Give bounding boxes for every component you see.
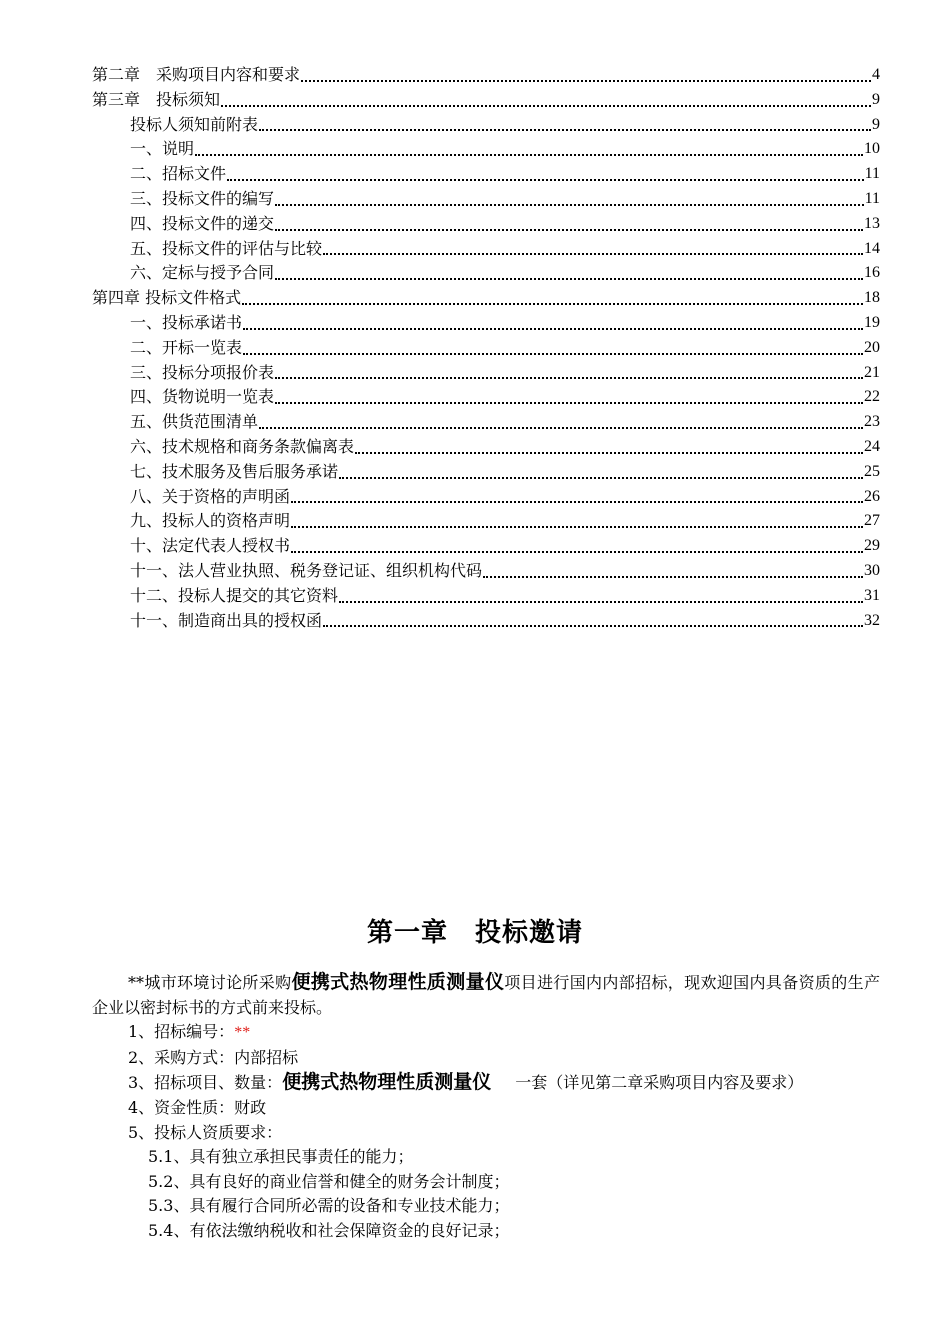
toc-leader-dots	[275, 187, 864, 212]
toc-entry[interactable]	[92, 311, 880, 336]
toc-entry[interactable]	[92, 385, 880, 410]
toc-leader-dots	[339, 584, 863, 609]
toc-leader-dots	[355, 435, 863, 460]
toc-leader-dots	[291, 485, 863, 510]
toc-entry[interactable]	[92, 261, 880, 286]
toc-entry-label: 十一、制造商出具的授权函	[130, 610, 323, 630]
bid-number-item	[92, 1020, 880, 1046]
toc-leader-dots	[291, 509, 863, 534]
toc-entry-label: 投标人须知前附表	[130, 114, 259, 134]
toc-entry-page: 32	[864, 611, 880, 629]
toc-leader-dots	[483, 559, 863, 584]
project-suffix: 一套（详见第二章采购项目内容及要求）	[515, 1073, 804, 1093]
qualification-sub-3: 5.3、具有履行合同所必需的设备和专业技术能力；	[148, 1196, 510, 1216]
toc-leader-dots	[301, 63, 871, 88]
toc-entry-page: 18	[864, 289, 880, 307]
toc-entry[interactable]	[92, 509, 880, 534]
qualification-sub-2: 5.2、具有良好的商业信誉和健全的财务会计制度；	[148, 1171, 510, 1191]
toc-leader-dots	[259, 410, 863, 435]
toc-entry-page: 31	[864, 586, 880, 604]
toc-entry-page: 24	[864, 437, 880, 455]
toc-entry[interactable]	[92, 460, 880, 485]
invitation-body	[92, 970, 880, 1244]
toc-entry-page: 29	[864, 537, 880, 555]
toc-entry[interactable]	[92, 137, 880, 162]
toc-entry[interactable]	[92, 336, 880, 361]
funding-item: 4、资金性质：财政	[128, 1097, 267, 1117]
toc-entry-label: 十二、投标人提交的其它资料	[130, 585, 339, 605]
toc-leader-dots	[291, 534, 863, 559]
table-of-contents	[92, 63, 880, 633]
toc-entry-label: 第四章 投标文件格式	[92, 288, 242, 308]
toc-leader-dots	[323, 237, 863, 262]
toc-leader-dots	[275, 385, 863, 410]
toc-entry-label: 二、开标一览表	[130, 337, 243, 357]
toc-leader-dots	[259, 113, 871, 138]
intro-prefix: **城市环境讨论所采购	[128, 973, 292, 992]
toc-entry-label: 一、说明	[130, 139, 195, 159]
toc-entry[interactable]	[92, 63, 880, 88]
toc-entry[interactable]	[92, 88, 880, 113]
toc-entry-page: 19	[864, 313, 880, 331]
toc-entry[interactable]	[92, 485, 880, 510]
intro-product: 便携式热物理性质测量仪	[291, 971, 505, 993]
toc-entry[interactable]	[92, 559, 880, 584]
toc-entry-page: 20	[864, 338, 880, 356]
toc-leader-dots	[221, 88, 871, 113]
toc-entry-label: 五、供货范围清单	[130, 412, 259, 432]
qualification-sub-4: 5.4、有依法缴纳税收和社会保障资金的良好记录；	[148, 1220, 510, 1240]
toc-leader-dots	[275, 212, 863, 237]
toc-entry-label: 六、定标与授予合同	[130, 263, 275, 283]
toc-entry-label: 七、技术服务及售后服务承诺	[130, 461, 339, 481]
intro-suffix: 项目进行国内内部招标，现欢迎国内具备资质的生产企业以密封标书的方式前来投标。	[92, 973, 880, 1017]
toc-leader-dots	[243, 311, 863, 336]
toc-entry-label: 第二章 采购项目内容和要求	[92, 65, 301, 84]
toc-entry-label: 十、法定代表人授权书	[130, 536, 291, 556]
toc-entry-label: 三、投标文件的编写	[130, 188, 275, 208]
toc-entry-label: 四、投标文件的递交	[130, 213, 275, 233]
toc-entry-page: 9	[872, 115, 880, 133]
toc-entry[interactable]	[92, 584, 880, 609]
toc-entry[interactable]	[92, 162, 880, 187]
toc-entry-page: 16	[864, 264, 880, 282]
toc-entry[interactable]	[92, 410, 880, 435]
intro-paragraph	[92, 970, 880, 1020]
project-item	[92, 1070, 880, 1096]
toc-entry-page: 25	[864, 462, 880, 480]
toc-entry[interactable]	[92, 286, 880, 311]
toc-leader-dots	[275, 361, 863, 386]
toc-entry-label: 八、关于资格的声明函	[130, 486, 291, 506]
toc-entry[interactable]	[92, 609, 880, 634]
qualification-item: 5、投标人资质要求：	[128, 1122, 283, 1142]
toc-leader-dots	[243, 336, 863, 361]
toc-entry-page: 22	[864, 388, 880, 406]
toc-entry-label: 五、投标文件的评估与比较	[130, 238, 323, 258]
toc-entry-page: 30	[864, 561, 880, 579]
chapter-title: 第一章 投标邀请	[366, 918, 583, 948]
toc-leader-dots	[227, 162, 864, 187]
toc-entry-page: 11	[864, 165, 880, 183]
toc-entry-page: 14	[864, 239, 880, 257]
toc-leader-dots	[195, 137, 863, 162]
toc-entry[interactable]	[92, 361, 880, 386]
toc-entry[interactable]	[92, 237, 880, 262]
toc-leader-dots	[275, 261, 863, 286]
toc-entry-label: 二、招标文件	[130, 164, 227, 184]
toc-entry-page: 10	[864, 140, 880, 158]
qualification-sub-1: 5.1、具有独立承担民事责任的能力；	[148, 1147, 414, 1167]
toc-leader-dots	[242, 286, 863, 311]
toc-entry-page: 21	[864, 363, 880, 381]
toc-entry-label: 四、货物说明一览表	[130, 387, 275, 407]
toc-entry[interactable]	[92, 113, 880, 138]
bid-number-value: **	[234, 1024, 251, 1042]
toc-entry-label: 九、投标人的资格声明	[130, 511, 291, 531]
toc-entry-page: 13	[864, 214, 880, 232]
toc-entry-page: 26	[864, 487, 880, 505]
toc-entry-page: 27	[864, 512, 880, 530]
project-product: 便携式热物理性质测量仪	[282, 1071, 492, 1094]
toc-entry-label: 六、技术规格和商务条款偏离表	[130, 436, 355, 456]
project-label: 3、招标项目、数量：	[128, 1073, 283, 1093]
toc-leader-dots	[339, 460, 863, 485]
toc-entry-page: 4	[872, 66, 880, 83]
procurement-method-item: 2、采购方式：内部招标	[128, 1047, 299, 1067]
toc-entry[interactable]	[92, 435, 880, 460]
toc-entry-page: 9	[872, 90, 880, 108]
toc-entry[interactable]	[92, 212, 880, 237]
toc-entry-label: 一、投标承诺书	[130, 312, 243, 332]
toc-entry-page: 11	[864, 189, 880, 207]
toc-entry[interactable]	[92, 534, 880, 559]
toc-entry-label: 第三章 投标须知	[92, 89, 221, 109]
toc-entry-label: 十一、法人营业执照、税务登记证、组织机构代码	[130, 560, 483, 580]
toc-entry[interactable]	[92, 187, 880, 212]
toc-entry-page: 23	[864, 413, 880, 431]
toc-entry-label: 三、投标分项报价表	[130, 362, 275, 382]
bid-number-label: 1、招标编号：	[128, 1022, 235, 1042]
toc-leader-dots	[323, 609, 863, 634]
